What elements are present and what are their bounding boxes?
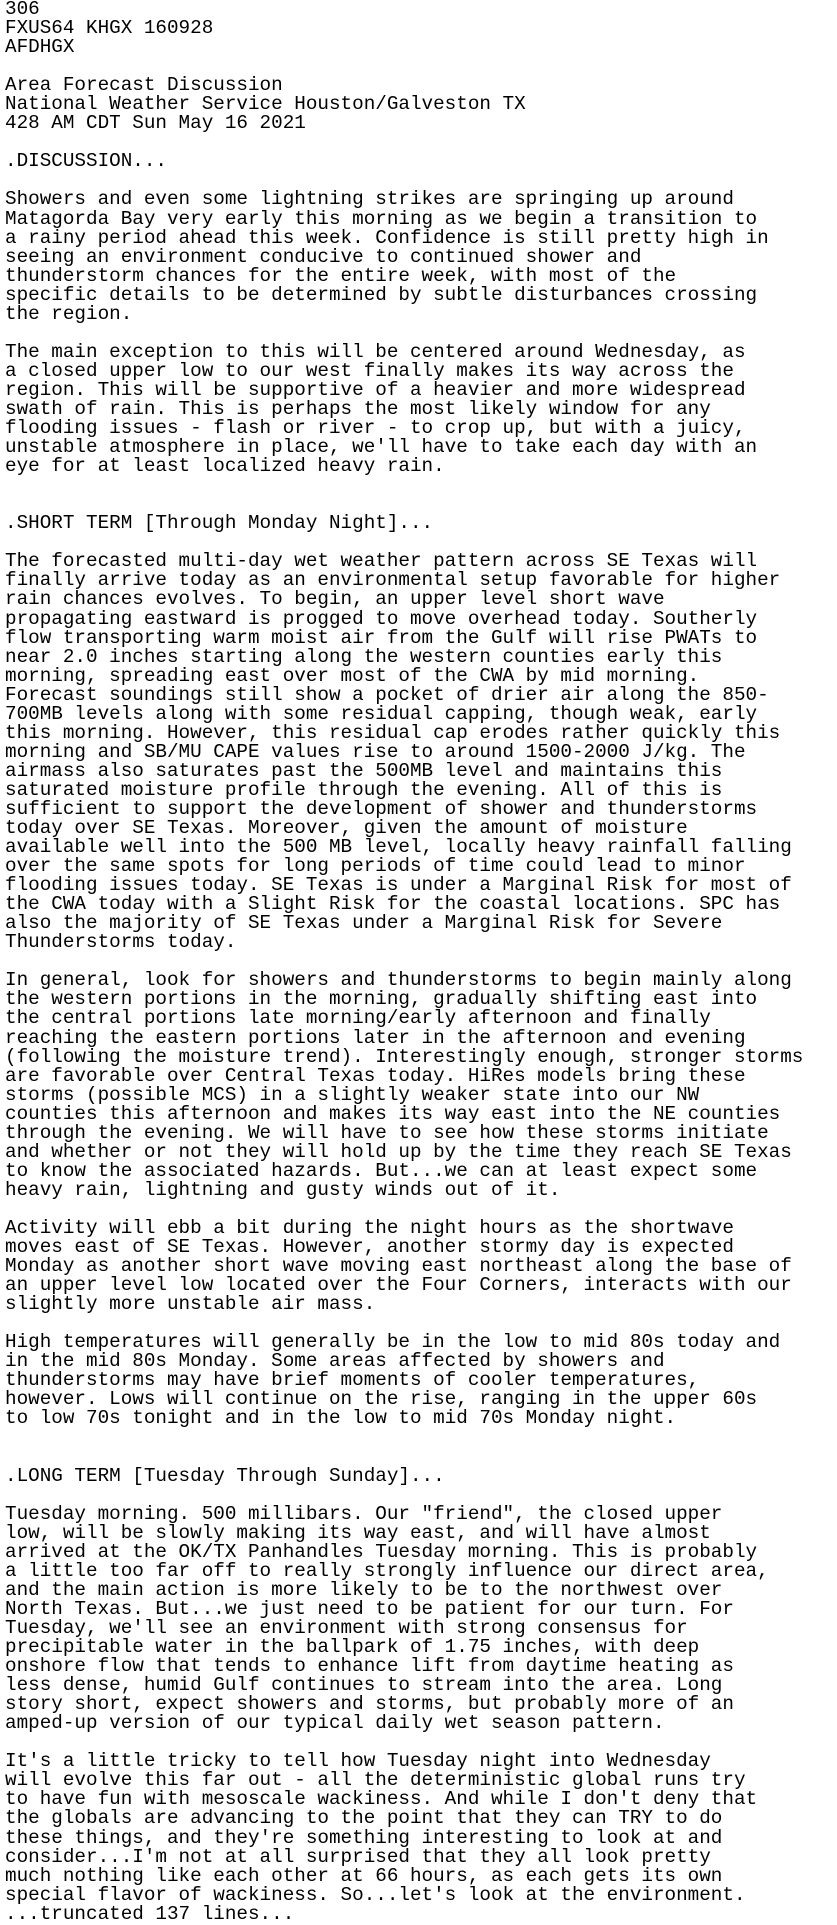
long-term-line: much nothing like each other at 66 hours, as each gets its own: [5, 1864, 723, 1887]
short-term-line: the CWA today with a Slight Risk for the coastal locations. SPC has: [5, 893, 781, 916]
short-term-line: are favorable over Central Texas today. HiRes models bring these: [5, 1064, 746, 1087]
discussion-line: The main exception to this will be centered around Wednesday, as: [5, 340, 746, 363]
short-term-line: 700MB levels along with some residual capping, though weak, early: [5, 702, 758, 725]
short-term-line: Forecast soundings still show a pocket of drier air along the 850-: [5, 683, 769, 706]
short-term-line: an upper level low located over the Four Corners, interacts with our: [5, 1274, 792, 1297]
discussion-line: seeing an environment conducive to continued shower and: [5, 245, 642, 268]
short-term-line: morning and SB/MU CAPE values rise to around 1500-2000 J/kg. The: [5, 740, 746, 763]
short-term-line: however. Lows will continue on the rise, ranging in the upper 60s: [5, 1388, 758, 1411]
product-sequence-number: 306: [5, 0, 40, 20]
discussion-line: Matagorda Bay very early this morning as we begin a transition to: [5, 207, 758, 230]
short-term-line: sufficient to support the development of shower and thunderstorms: [5, 797, 758, 820]
short-term-line: High temperatures will generally be in the low to mid 80s today and: [5, 1331, 781, 1354]
short-term-line: the central portions late morning/early afternoon and finally: [5, 1007, 711, 1030]
long-term-line: amped-up version of our typical daily wet season pattern.: [5, 1712, 665, 1735]
short-term-line: through the evening. We will have to see how these storms initiate: [5, 1121, 769, 1144]
short-term-line: finally arrive today as an environmental setup favorable for higher: [5, 569, 781, 592]
discussion-line: swath of rain. This is perhaps the most likely window for any: [5, 397, 711, 420]
short-term-line: propagating eastward is progged to move overhead today. Southerly: [5, 607, 758, 630]
long-term-line: special flavor of wackiness. So...let's look at the environment.: [5, 1883, 746, 1906]
discussion-line: Showers and even some lightning strikes are springing up around: [5, 188, 734, 211]
discussion-heading: .DISCUSSION...: [5, 150, 167, 173]
long-term-line: Tuesday morning. 500 millibars. Our "friend", the closed upper: [5, 1502, 723, 1525]
long-term-line: and the main action is more likely to be to the northwest over: [5, 1578, 723, 1601]
short-term-line: Thunderstorms today.: [5, 931, 237, 954]
short-term-line: The forecasted multi-day wet weather pattern across SE Texas will: [5, 550, 758, 573]
short-term-line: heavy rain, lightning and gusty winds out of it.: [5, 1178, 561, 1201]
short-term-line: flow transporting warm moist air from the Gulf will rise PWATs to: [5, 626, 758, 649]
short-term-line: and whether or not they will hold up by the time they reach SE Texas: [5, 1140, 792, 1163]
short-term-line: Activity will ebb a bit during the night hours as the shortwave: [5, 1217, 734, 1239]
short-term-line: this morning. However, this residual cap erodes rather quickly this: [5, 721, 781, 744]
short-term-line: available well into the 500 MB level, locally heavy rainfall falling: [5, 836, 792, 859]
short-term-line: counties this afternoon and makes its way east into the NE counties: [5, 1102, 781, 1125]
short-term-line: flooding issues today. SE Texas is under a Marginal Risk for most of: [5, 874, 792, 897]
discussion-line: thunderstorm chances for the entire week, with most of the: [5, 264, 677, 287]
short-term-line: morning, spreading east over most of the CWA by mid morning.: [5, 664, 700, 687]
short-term-line: In general, look for showers and thunderstorms to begin mainly along: [5, 969, 792, 992]
short-term-line: slightly more unstable air mass.: [5, 1293, 376, 1316]
long-term-line: will evolve this far out - all the deterministic global runs try: [5, 1769, 746, 1792]
discussion-line: region. This will be supportive of a heavier and more widespread: [5, 378, 746, 401]
long-term-line: consider...I'm not at all surprised that they all look pretty: [5, 1845, 711, 1868]
discussion-line: the region.: [5, 302, 133, 325]
short-term-line: the western portions in the morning, gradually shifting east into: [5, 988, 758, 1011]
long-term-heading: .LONG TERM [Tuesday Through Sunday]...: [5, 1464, 445, 1487]
long-term-line: a little too far off to really strongly influence our direct area,: [5, 1559, 769, 1582]
short-term-line: in the mid 80s Monday. Some areas affected by showers and: [5, 1350, 665, 1373]
long-term-line: North Texas. But...we just need to be patient for our turn. For: [5, 1597, 734, 1620]
short-term-line: to know the associated hazards. But...we can at least expect some: [5, 1159, 758, 1182]
long-term-line: less dense, humid Gulf continues to stream into the area. Long: [5, 1674, 723, 1697]
long-term-line: It's a little tricky to tell how Tuesday night into Wednesday: [5, 1750, 711, 1773]
long-term-line: to have fun with mesoscale wackiness. And while I don't deny that: [5, 1788, 758, 1811]
short-term-heading: .SHORT TERM [Through Monday Night]...: [5, 512, 434, 535]
long-term-line: Tuesday, we'll see an environment with strong consensus for: [5, 1616, 688, 1639]
short-term-line: (following the moisture trend). Interestingly enough, stronger storms: [5, 1045, 804, 1068]
short-term-line: storms (possible MCS) in a slightly weaker state into our NW: [5, 1083, 700, 1106]
short-term-line: airmass also saturates past the 500MB level and maintains this: [5, 759, 723, 782]
short-term-line: near 2.0 inches starting along the western counties early this: [5, 645, 723, 668]
short-term-line: saturated moisture profile through the evening. All of this is: [5, 778, 723, 801]
product-title: Area Forecast Discussion: [5, 74, 283, 97]
discussion-line: eye for at least localized heavy rain.: [5, 455, 445, 478]
short-term-line: reaching the eastern portions later in the afternoon and evening: [5, 1026, 746, 1049]
long-term-line: the globals are advancing to the point that they can TRY to do: [5, 1807, 723, 1830]
short-term-line: over the same spots for long periods of time could lead to minor: [5, 855, 746, 878]
long-term-line: these things, and they're something interesting to look at and: [5, 1826, 723, 1849]
short-term-line: rain chances evolves. To begin, an upper level short wave: [5, 588, 665, 611]
short-term-line: thunderstorms may have brief moments of cooler temperatures,: [5, 1369, 700, 1392]
short-term-line: also the majority of SE Texas under a Marginal Risk for Severe: [5, 912, 723, 935]
long-term-line: low, will be slowly making its way east, and will have almost: [5, 1521, 711, 1544]
short-term-line: today over SE Texas. Moreover, given the amount of moisture: [5, 817, 688, 840]
discussion-line: a closed upper low to our west finally makes its way across the: [5, 359, 734, 382]
short-term-line: to low 70s tonight and in the low to mid 70s Monday night.: [5, 1407, 677, 1430]
discussion-line: flooding issues - flash or river - to crop up, but with a juicy,: [5, 417, 746, 440]
discussion-line: specific details to be determined by subtle disturbances crossing: [5, 283, 758, 306]
long-term-line: onshore flow that tends to enhance lift from daytime heating as: [5, 1655, 734, 1678]
long-term-line: precipitable water in the ballpark of 1.75 inches, with deep: [5, 1636, 700, 1659]
short-term-line: Monday as another short wave moving east northeast along the base of: [5, 1255, 792, 1278]
wmo-header: FXUS64 KHGX 160928: [5, 17, 214, 40]
truncation-notice: ...truncated 137 lines...: [5, 1902, 295, 1925]
awips-id: AFDHGX: [5, 36, 75, 59]
long-term-line: story short, expect showers and storms, but probably more of an: [5, 1693, 734, 1716]
discussion-line: unstable atmosphere in place, we'll have to take each day with an: [5, 436, 758, 459]
short-term-line: moves east of SE Texas. However, another stormy day is expected: [5, 1236, 734, 1259]
issue-time: 428 AM CDT Sun May 16 2021: [5, 112, 306, 135]
discussion-line: a rainy period ahead this week. Confidence is still pretty high in: [5, 226, 769, 249]
long-term-line: arrived at the OK/TX Panhandles Tuesday morning. This is probably: [5, 1540, 758, 1563]
issuing-office: National Weather Service Houston/Galveston TX: [5, 93, 526, 116]
